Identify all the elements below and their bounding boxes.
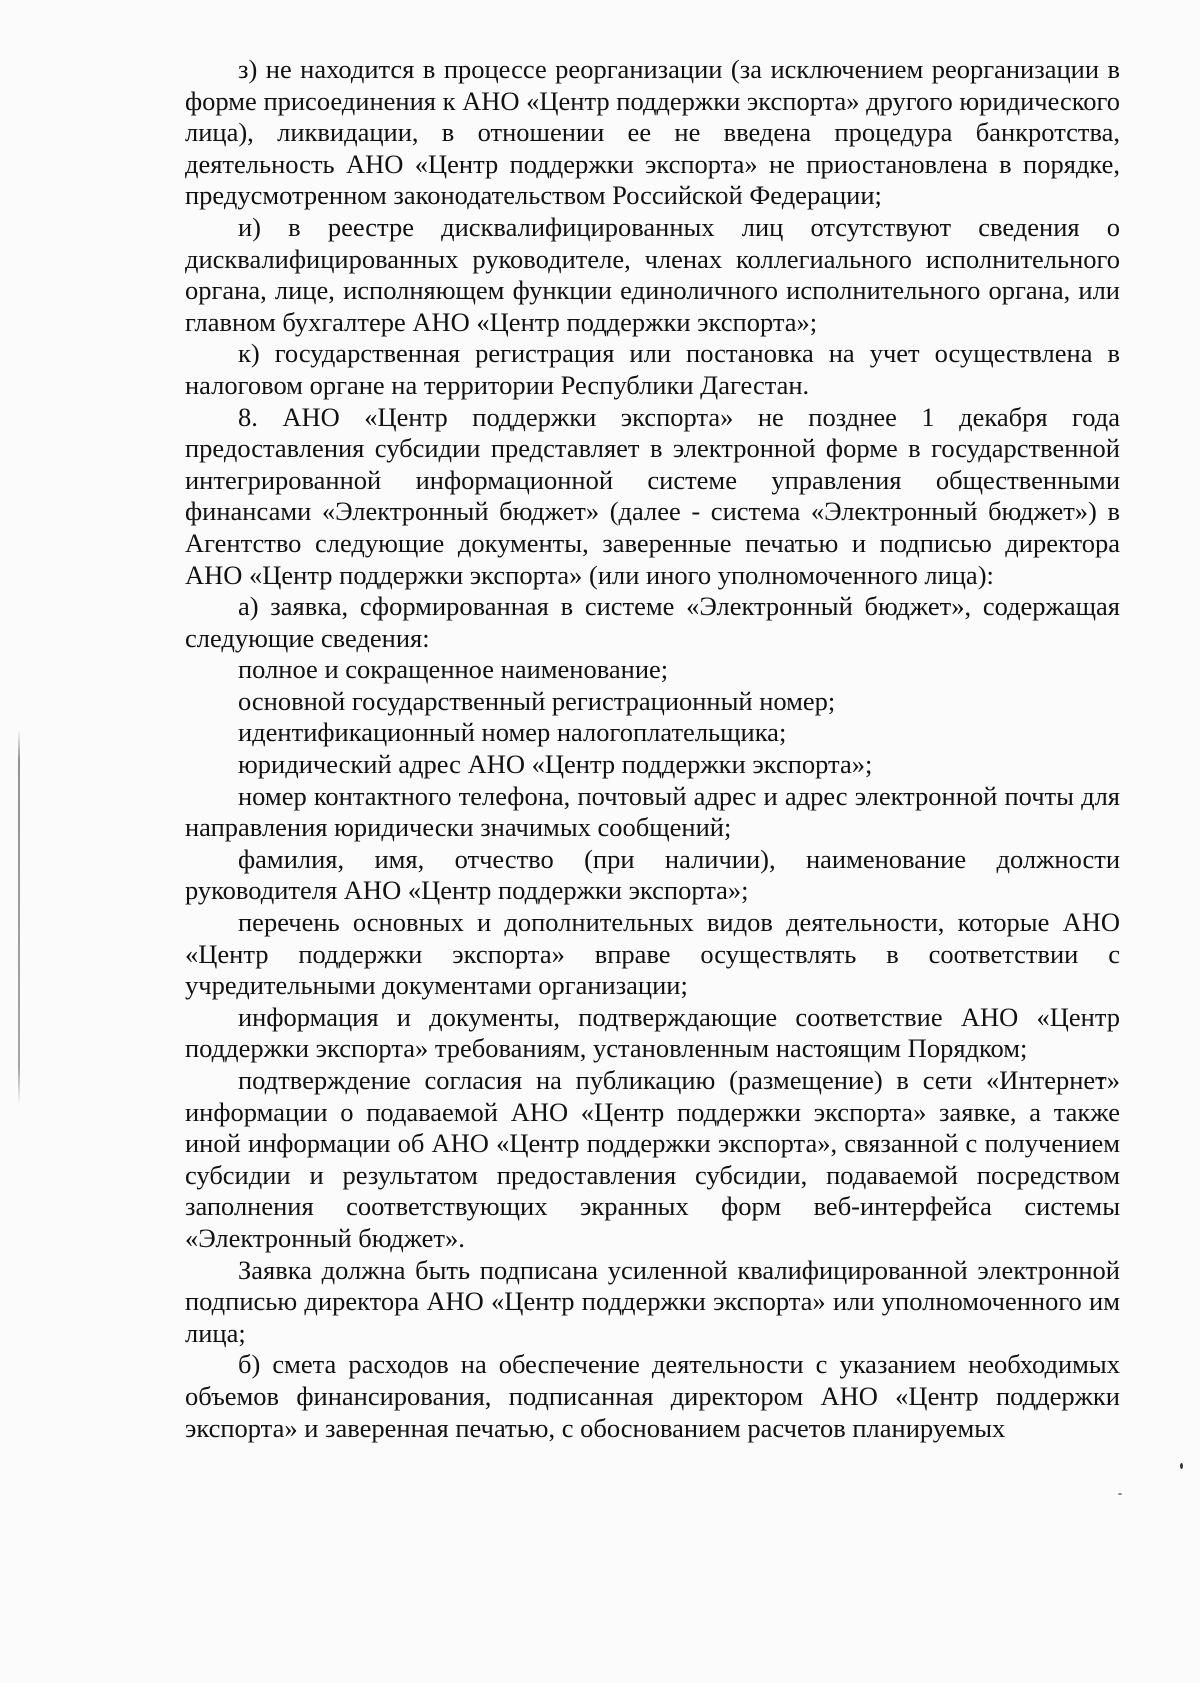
scan-edge-mark — [18, 730, 20, 1105]
list-item-contacts: номер контактного телефона, почтовый адрес и адрес электронной почты для направления юридически значимых сообщений; — [185, 780, 1120, 843]
scan-speck — [1180, 1463, 1183, 1469]
document-text — [185, 54, 1120, 1444]
list-item-address: юридический адрес АНО «Центр поддержки экспорта»; — [238, 749, 873, 780]
paragraph-a: а) заявка, сформированная в системе «Электронный бюджет», содержащая следующие сведения: — [185, 591, 1120, 653]
list-item-name: полное и сокращенное наименование; — [238, 654, 669, 685]
scan-speck — [1118, 1493, 1122, 1495]
paragraph-i: и) в реестре дисквалифицированных лиц отсутствуют сведения о дисквалифицированных руководителе, членах коллегиального исполнительного органа, лице, исполняющем функции единоличного исполнительного органа, или главном бухгалтере АНО «Центр поддержки экспорта»; — [185, 211, 1120, 337]
list-item-consent: подтверждение согласия на публикацию (размещение) в сети «Интернет» информации о подаваемой АНО «Центр поддержки экспорта» заявке, а также иной информации об АНО «Центр поддержки экспорта», связанной с получением субсидии и результатом предоставления субсидии, подаваемой посредством заполнения соответствующих экранных форм веб-интерфейса системы «Электронный бюджет». — [185, 1065, 1120, 1253]
list-item-compliance: информация и документы, подтверждающие соответствие АНО «Центр поддержки экспорта» требованиям, установленным настоящим Порядком; — [185, 1001, 1120, 1064]
list-item-activities: перечень основных и дополнительных видов деятельности, которые АНО «Центр поддержки экспорта» вправе осуществлять в соответствии с учредительными документами организации; — [185, 907, 1120, 1001]
list-item-inn: идентификационный номер налогоплательщика; — [238, 717, 787, 748]
list-item-ogrn: основной государственный регистрационный номер; — [238, 685, 836, 716]
list-item-director: фамилия, имя, отчество (при наличии), наименование должности руководителя АНО «Центр поддержки экспорта»; — [185, 843, 1120, 906]
paragraph-b: б) смета расходов на обеспечение деятельности с указанием необходимых объемов финансирования, подписанная директором АНО «Центр поддержки экспорта» и заверенная печатью, с обоснованием расчетов планируемых — [185, 1349, 1120, 1443]
paragraph-signature: Заявка должна быть подписана усиленной квалифицированной электронной подписью директора АНО «Центр поддержки экспорта» или уполномоченного им лица; — [185, 1254, 1120, 1348]
paragraph-z: з) не находится в процессе реорганизации (за исключением реорганизации в форме присоединения к АНО «Центр поддержки экспорта» другого юридического лица), ликвидации, в отношении ее не введена процедура банкротства, деятельность АНО «Центр поддержки экспорта» не приостановлена в порядке, предусмотренном законодательством Российской Федерации; — [185, 54, 1120, 211]
paragraph-8: 8. АНО «Центр поддержки экспорта» не позднее 1 декабря года предоставления субсидии представляет в электронной форме в государственной интегрированной информационной системе управления общественными финансами «Электронный бюджет» (далее - система «Электронный бюджет») в Агентство следующие документы, заверенные печатью и подписью директора АНО «Центр поддержки экспорта» (или иного уполномоченного лица): — [185, 401, 1120, 590]
paragraph-k: к) государственная регистрация или постановка на учет осуществлена в налоговом органе на территории Республики Дагестан. — [185, 338, 1120, 400]
